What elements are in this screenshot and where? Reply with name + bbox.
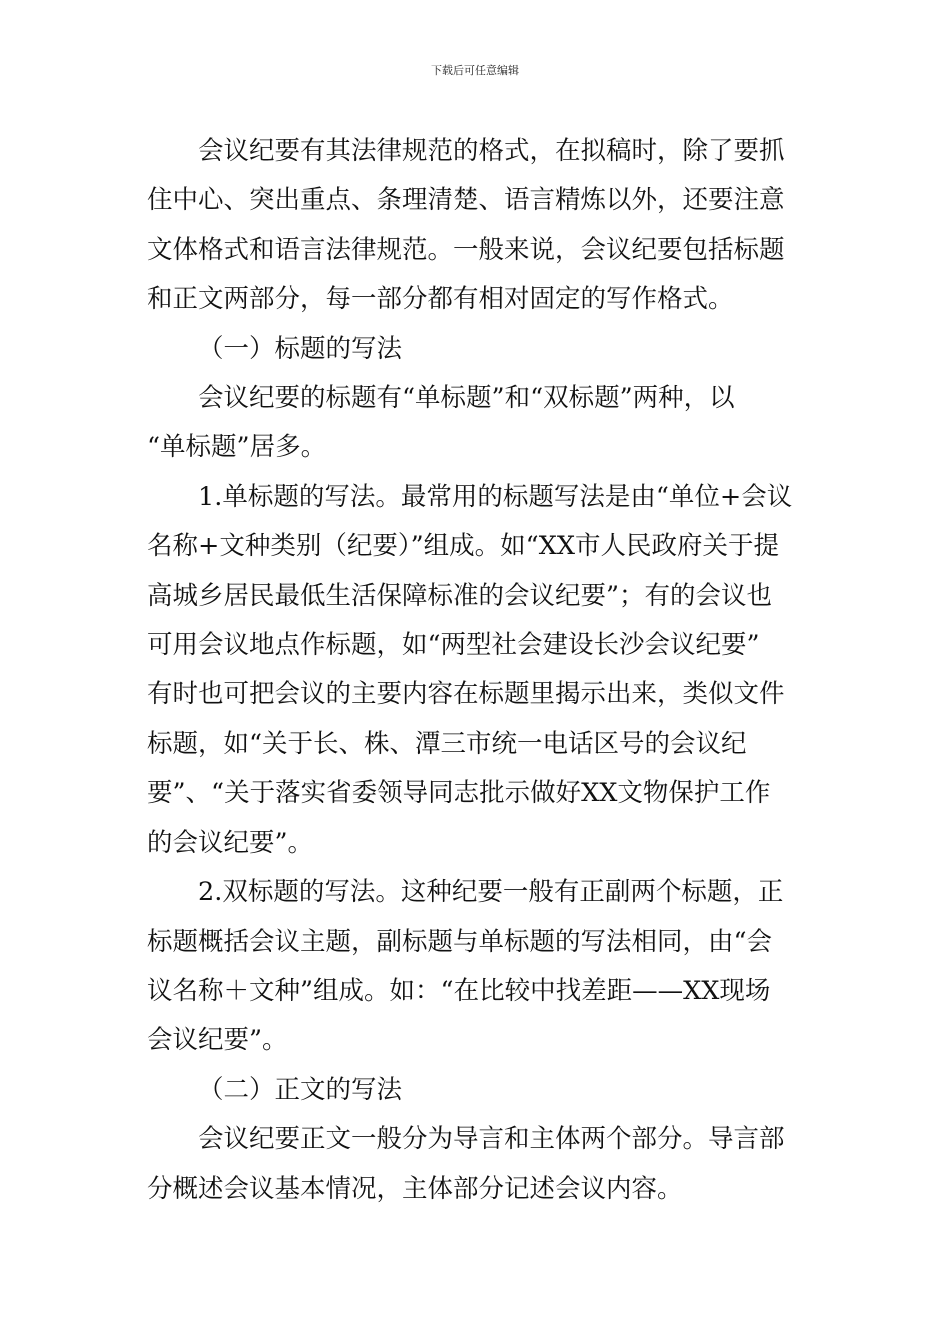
page-header-note: 下载后可任意编辑 [431, 64, 519, 77]
text-line: 会议纪要正文一般分为导言和主体两个部分。导言部 [198, 1124, 785, 1155]
text-line: 分概述会议基本情况，主体部分记述会议内容。 [147, 1173, 683, 1204]
paragraph-body-structure [147, 1115, 807, 1214]
section-heading-body [147, 1066, 807, 1115]
text-line: 标题，如“关于长、株、潭三市统一电话区号的会议纪 [147, 728, 747, 759]
paragraph-single-title [147, 473, 807, 868]
section-heading-title [147, 325, 807, 374]
text-line: 议名称＋文种”组成。如：“在比较中找差距——XX现场 [147, 975, 771, 1006]
text-line: 和正文两部分，每一部分都有相对固定的写作格式。 [147, 284, 734, 315]
text-line: 标题概括会议主题，副标题与单标题的写法相同，由“会 [147, 926, 773, 957]
text-line: “单标题”居多。 [147, 432, 327, 463]
paragraph-intro [147, 127, 807, 325]
text-line: 会议纪要”。 [147, 1025, 288, 1056]
text-line: 的会议纪要”。 [147, 827, 314, 858]
text-line: 1.单标题的写法。最常用的标题写法是由“单位+会议 [198, 481, 793, 512]
text-line: 住中心、突出重点、条理清楚、语言精炼以外，还要注意 [147, 185, 785, 216]
document-body [147, 127, 807, 1214]
heading-text: （二）正文的写法 [198, 1074, 403, 1105]
text-line: 要”、“关于落实省委领导同志批示做好XX文物保护工作 [147, 778, 771, 809]
heading-text: （一）标题的写法 [198, 333, 403, 364]
text-line: 有时也可把会议的主要内容在标题里揭示出来，类似文件 [147, 679, 785, 710]
paragraph-double-title [147, 868, 807, 1066]
text-line: 文体格式和语言法律规范。一般来说，会议纪要包括标题 [147, 234, 785, 265]
text-line: 可用会议地点作标题，如“两型社会建设长沙会议纪要” [147, 630, 760, 661]
text-line: 会议纪要的标题有“单标题”和“双标题”两种，以 [198, 383, 735, 414]
text-line: 2.双标题的写法。这种纪要一般有正副两个标题，正 [198, 877, 784, 908]
text-line: 高城乡居民最低生活保障标准的会议纪要”；有的会议也 [147, 580, 773, 611]
text-line: 会议纪要有其法律规范的格式，在拟稿时，除了要抓 [198, 136, 785, 166]
text-line: 名称+文种类别（纪要）”组成。如“XX市人民政府关于提 [147, 531, 779, 562]
paragraph-title-types [147, 374, 807, 473]
